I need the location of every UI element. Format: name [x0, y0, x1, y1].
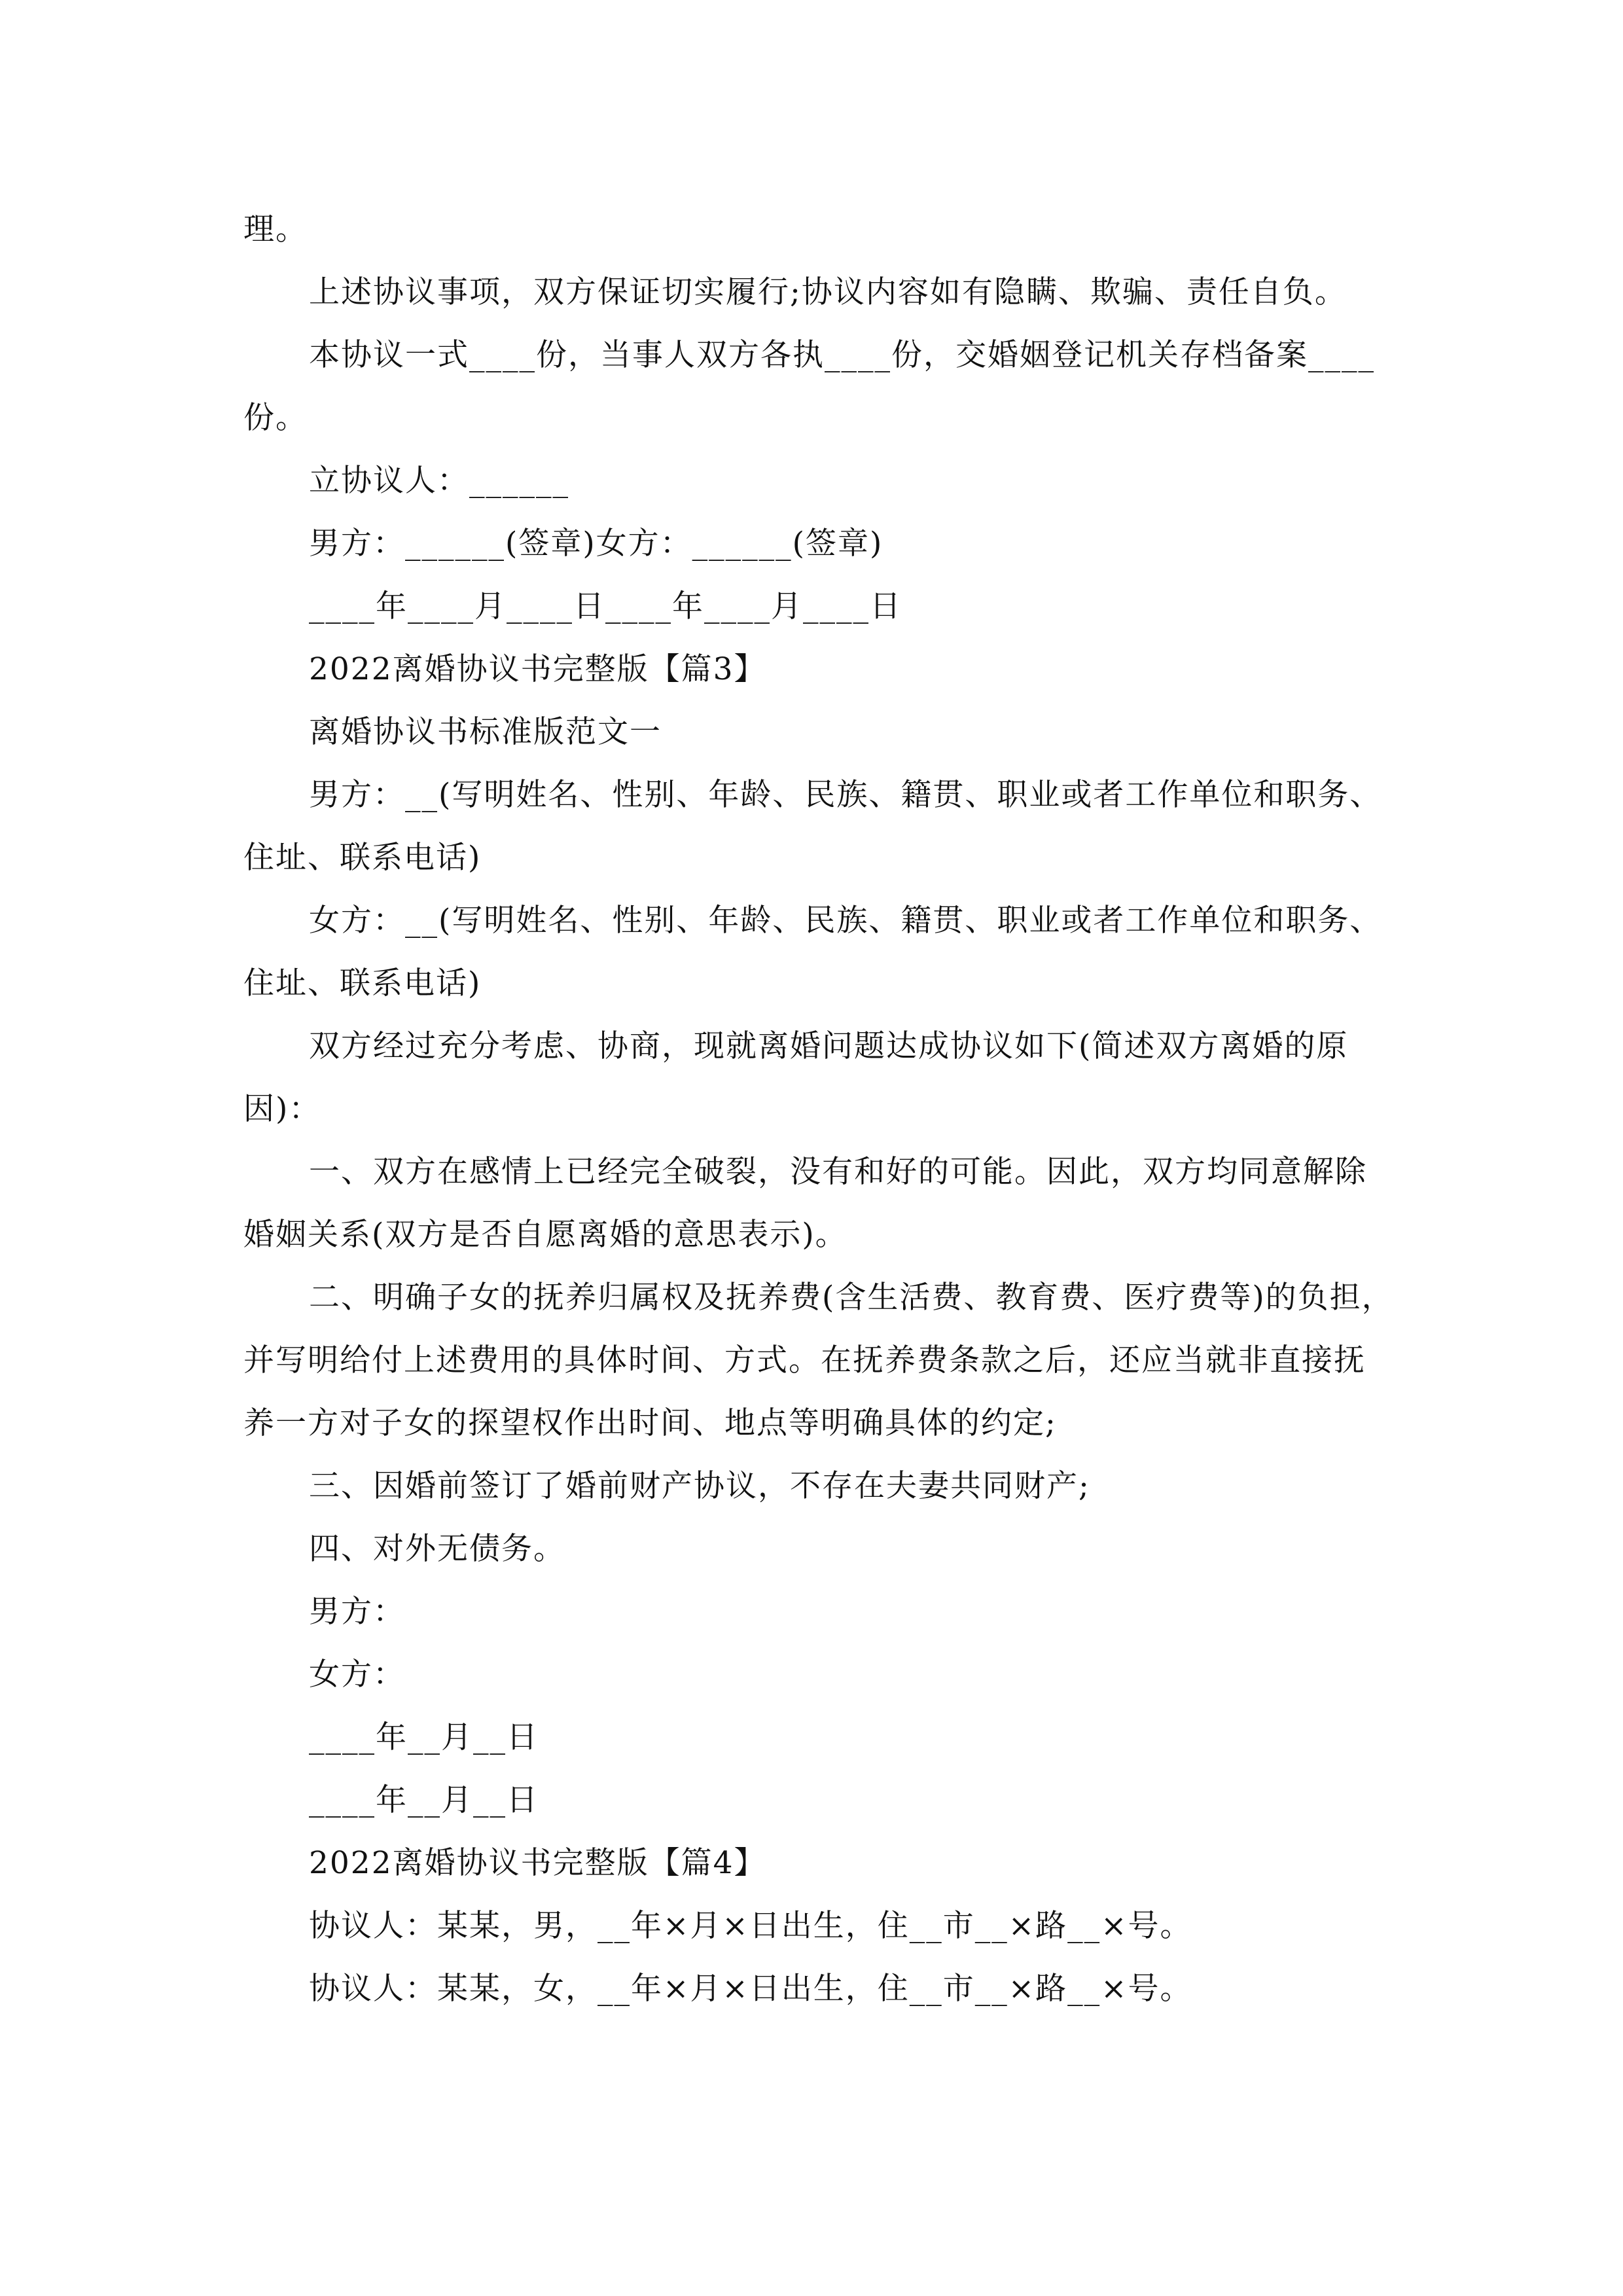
section-heading: 2022离婚协议书完整版【篇3】: [309, 651, 766, 687]
text-line: 四、对外无债务。: [309, 1531, 565, 1567]
text-line: ____年____月____日____年____月____日: [309, 588, 902, 624]
text-line: 住址、联系电话): [243, 840, 482, 876]
text-line: 女方：: [309, 1657, 405, 1693]
text-line: 三、因婚前签订了婚前财产协议，不存在夫妻共同财产;: [309, 1468, 1090, 1504]
text-line: 女方：__(写明姓名、性别、年龄、民族、籍贯、职业或者工作单位和职务、: [309, 903, 1382, 939]
text-line: 份。: [243, 400, 308, 436]
text-line: 婚姻关系(双方是否自愿离婚的意思表示)。: [243, 1217, 847, 1253]
text-line: 双方经过充分考虑、协商，现就离婚问题达成协议如下(简述双方离婚的原: [309, 1028, 1349, 1064]
text-line: 男方：: [309, 1594, 405, 1630]
text-line: ____年__月__日: [309, 1782, 539, 1818]
subheading: 离婚协议书标准版范文一: [309, 714, 662, 750]
text-line: 上述协议事项，双方保证切实履行;协议内容如有隐瞒、欺骗、责任自负。: [309, 274, 1347, 310]
text-line: 本协议一式____份，当事人双方各执____份，交婚姻登记机关存档备案____: [309, 337, 1375, 373]
text-line: 协议人：某某，男，__年×月×日出生，住__市__×路__×号。: [309, 1908, 1192, 1944]
text-line: 养一方对子女的探望权作出时间、地点等明确具体的约定;: [243, 1405, 1057, 1441]
text-line: 并写明给付上述费用的具体时间、方式。在抚养费条款之后，还应当就非直接抚: [243, 1342, 1366, 1378]
text-line: 一、双方在感情上已经完全破裂，没有和好的可能。因此，双方均同意解除: [309, 1154, 1367, 1190]
section-heading: 2022离婚协议书完整版【篇4】: [309, 1845, 766, 1881]
text-line: 二、明确子女的抚养归属权及抚养费(含生活费、教育费、医疗费等)的负担，: [309, 1280, 1394, 1316]
text-line: 理。: [243, 211, 308, 247]
text-line: ____年__月__日: [309, 1719, 539, 1755]
text-line: 立协议人：______: [309, 463, 569, 499]
text-line: 协议人：某某，女，__年×月×日出生，住__市__×路__×号。: [309, 1971, 1192, 2007]
text-line: 住址、联系电话): [243, 965, 482, 1001]
text-line: 因)：: [243, 1091, 321, 1127]
text-line: 男方：______(签章)女方：______(签章): [309, 526, 883, 562]
text-line: 男方：__(写明姓名、性别、年龄、民族、籍贯、职业或者工作单位和职务、: [309, 777, 1382, 813]
